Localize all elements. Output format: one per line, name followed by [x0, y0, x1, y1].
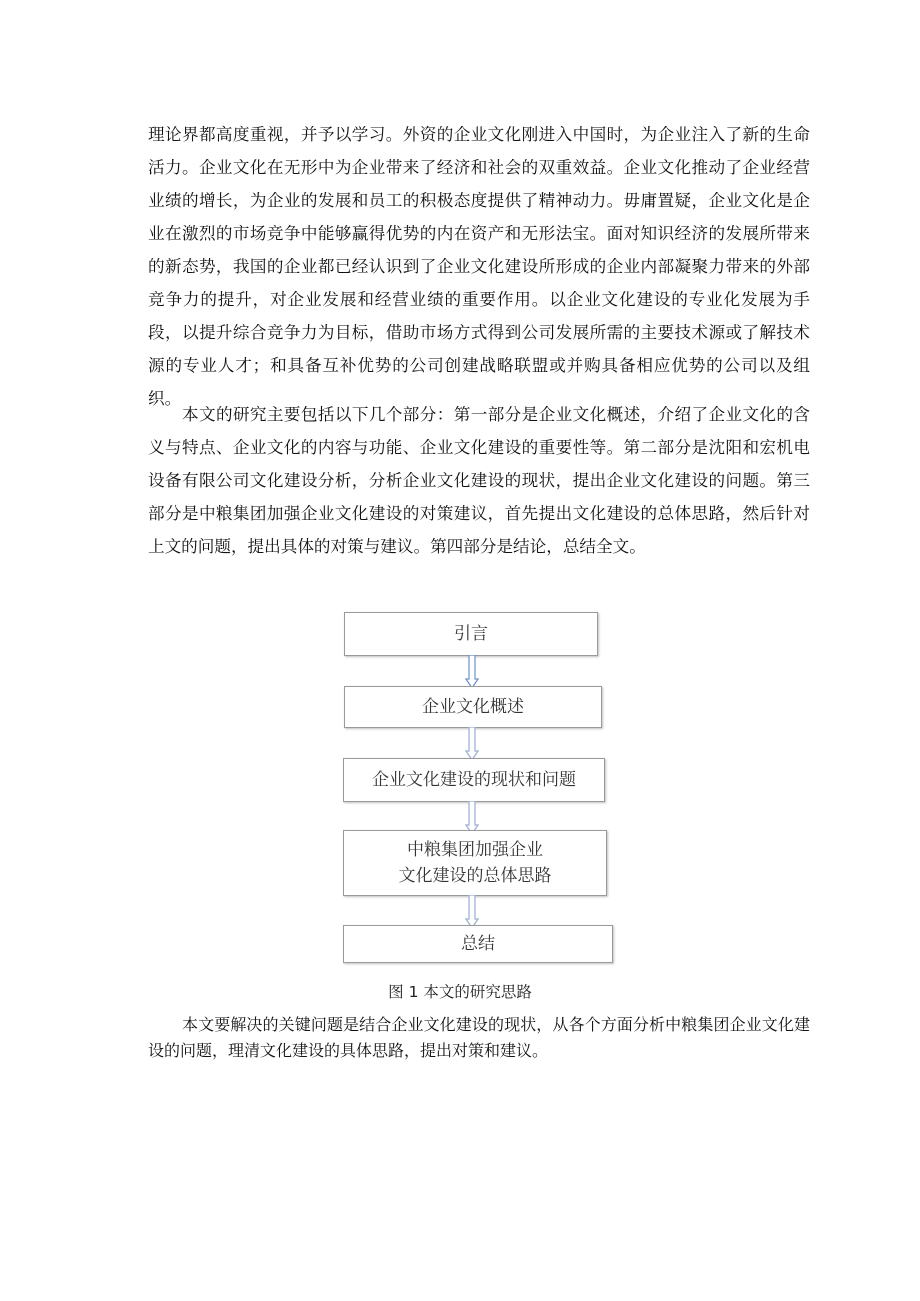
flow-step-label: 引言: [454, 624, 488, 644]
paragraph-key-question: 本文要解决的关键问题是结合企业文化建设的现状，从各个方面分析中粮集团企业文化建设的问题，理清文化建设的具体思路，提出对策和建议。: [148, 1015, 810, 1060]
flow-step-intro: [344, 612, 598, 656]
down-arrow-icon: [465, 895, 479, 929]
flow-step-overall-approach: [343, 830, 607, 896]
down-arrow-icon: [465, 655, 479, 689]
flow-step-status-problems: [343, 758, 605, 802]
flow-step-summary: [343, 925, 613, 963]
figure-caption: 图 1 本文的研究思路: [388, 983, 532, 1001]
flow-step-overview: [344, 686, 602, 728]
flow-step-label: 中粮集团加强企业 文化建设的总体思路: [398, 840, 552, 886]
flow-step-label: 企业文化建设的现状和问题: [372, 770, 576, 790]
down-arrow-icon: [465, 727, 479, 761]
flow-step-label: 企业文化概述: [422, 697, 524, 717]
paragraph-intro: 理论界都高度重视，并予以学习。外资的企业文化刚进入中国时，为企业注入了新的生命活力。企业文化在无形中为企业带来了经济和社会的双重效益。企业文化推动了企业经营业绩的增长，为企业的发展和员工的积极态度提供了精神动力。毋庸置疑，企业文化是企业在激烈的市场竞争中能够赢得优势的内在资产和无形法宝。面对知识经济的发展所带来的新态势，我国的企业都已经认识到了企业文化建设所形成的企业内部凝聚力带来的外部竞争力的提升，对企业发展和经营业绩的重要作用。以企业文化建设的专业化发展为手段，以提升综合竞争力为目标，借助市场方式得到公司发展所需的主要技术源或了解技术源的专业人才；和具备互补优势的公司创建战略联盟或并购具备相应优势的公司以及组织。: [148, 125, 810, 408]
flow-step-label: 总结: [461, 934, 495, 954]
paragraph-structure: 本文的研究主要包括以下几个部分：第一部分是企业文化概述，介绍了企业文化的含义与特点、企业文化的内容与功能、企业文化建设的重要性等。第二部分是沈阳和宏机电设备有限公司文化建设分析，分析企业文化建设的现状，提出企业文化建设的问题。第三部分是中粮集团加强企业文化建设的对策建议，首先提出文化建设的总体思路，然后针对上文的问题，提出具体的对策与建议。第四部分是结论，总结全文。: [148, 405, 810, 556]
